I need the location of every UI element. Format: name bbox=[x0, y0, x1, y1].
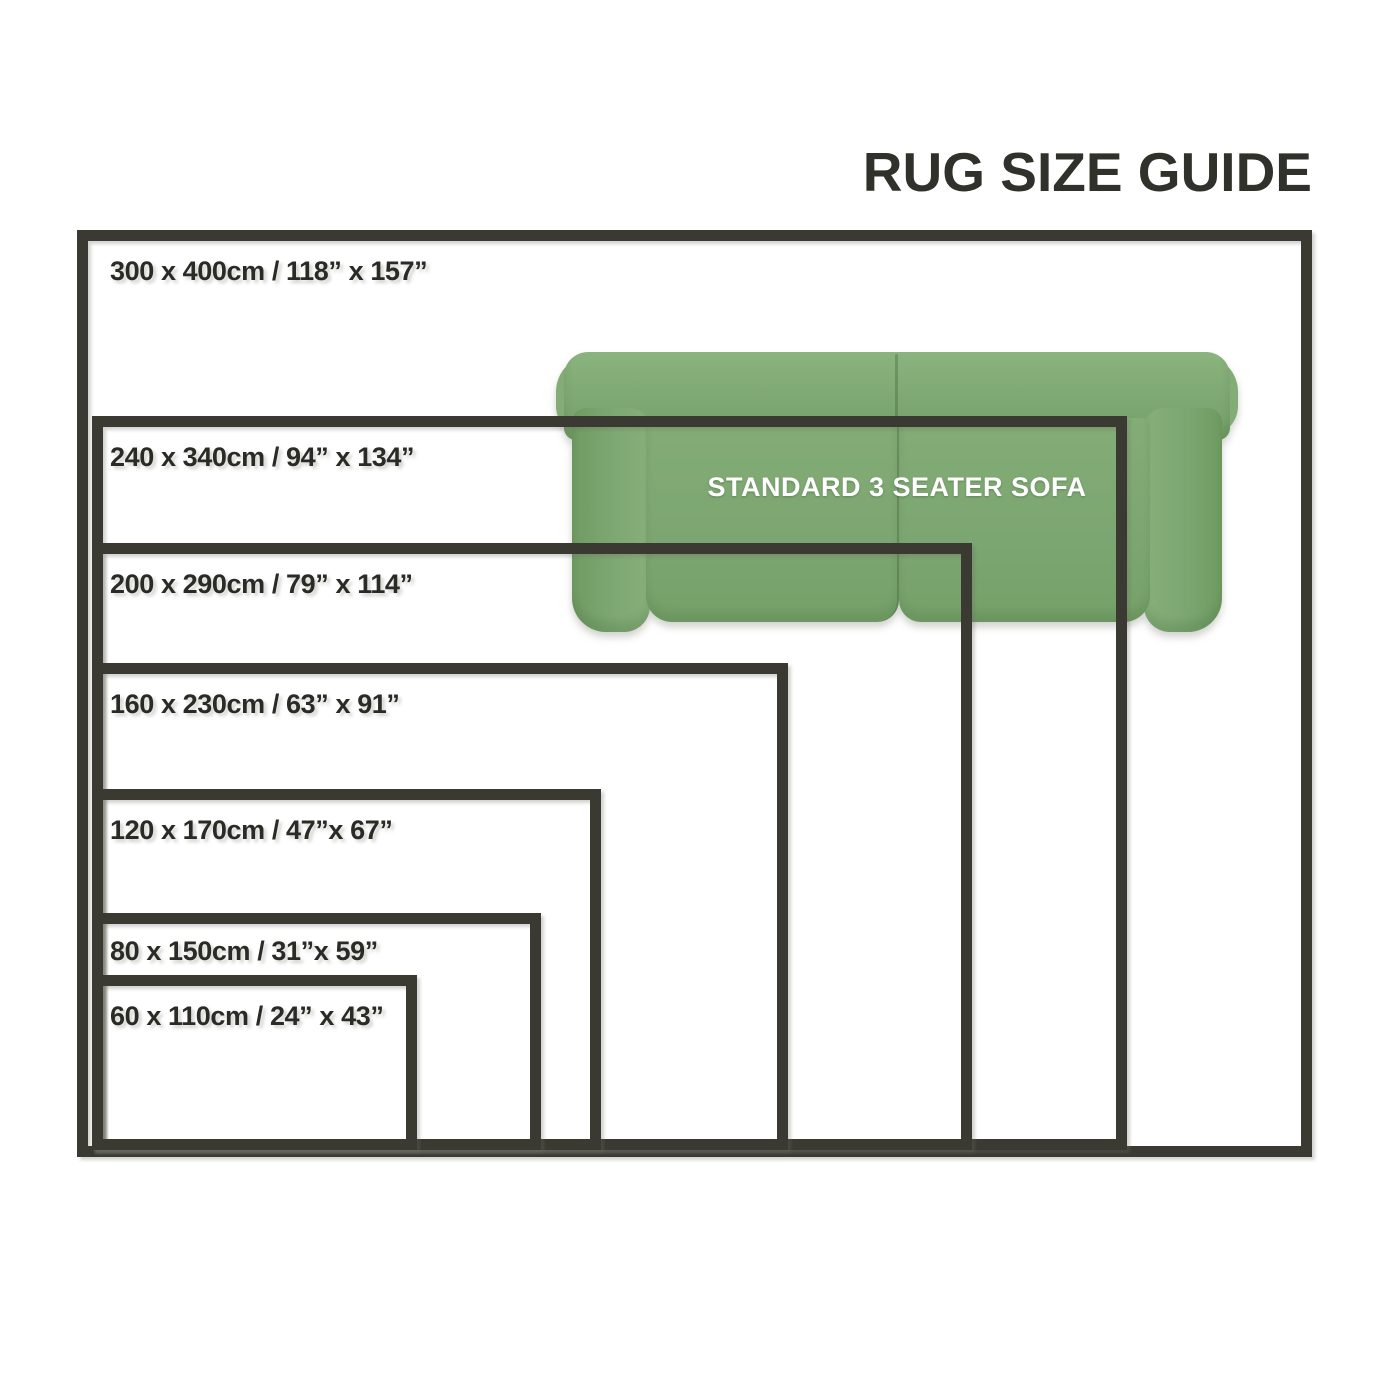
rug-size-label-300x400: 300 x 400cm / 118” x 157” bbox=[110, 256, 428, 286]
page-title: RUG SIZE GUIDE bbox=[862, 141, 1312, 203]
rug-size-label-160x230: 160 x 230cm / 63” x 91” bbox=[110, 689, 400, 719]
rug-size-label-80x150: 80 x 150cm / 31”x 59” bbox=[110, 936, 378, 966]
rug-size-label-200x290: 200 x 290cm / 79” x 114” bbox=[110, 569, 413, 599]
rug-outline-60x110 bbox=[92, 975, 417, 1150]
sofa-label: STANDARD 3 SEATER SOFA bbox=[707, 472, 1087, 502]
rug-size-label-120x170: 120 x 170cm / 47”x 67” bbox=[110, 815, 393, 845]
rug-size-label-60x110: 60 x 110cm / 24” x 43” bbox=[110, 1001, 384, 1031]
rug-size-label-240x340: 240 x 340cm / 94” x 134” bbox=[110, 442, 415, 472]
